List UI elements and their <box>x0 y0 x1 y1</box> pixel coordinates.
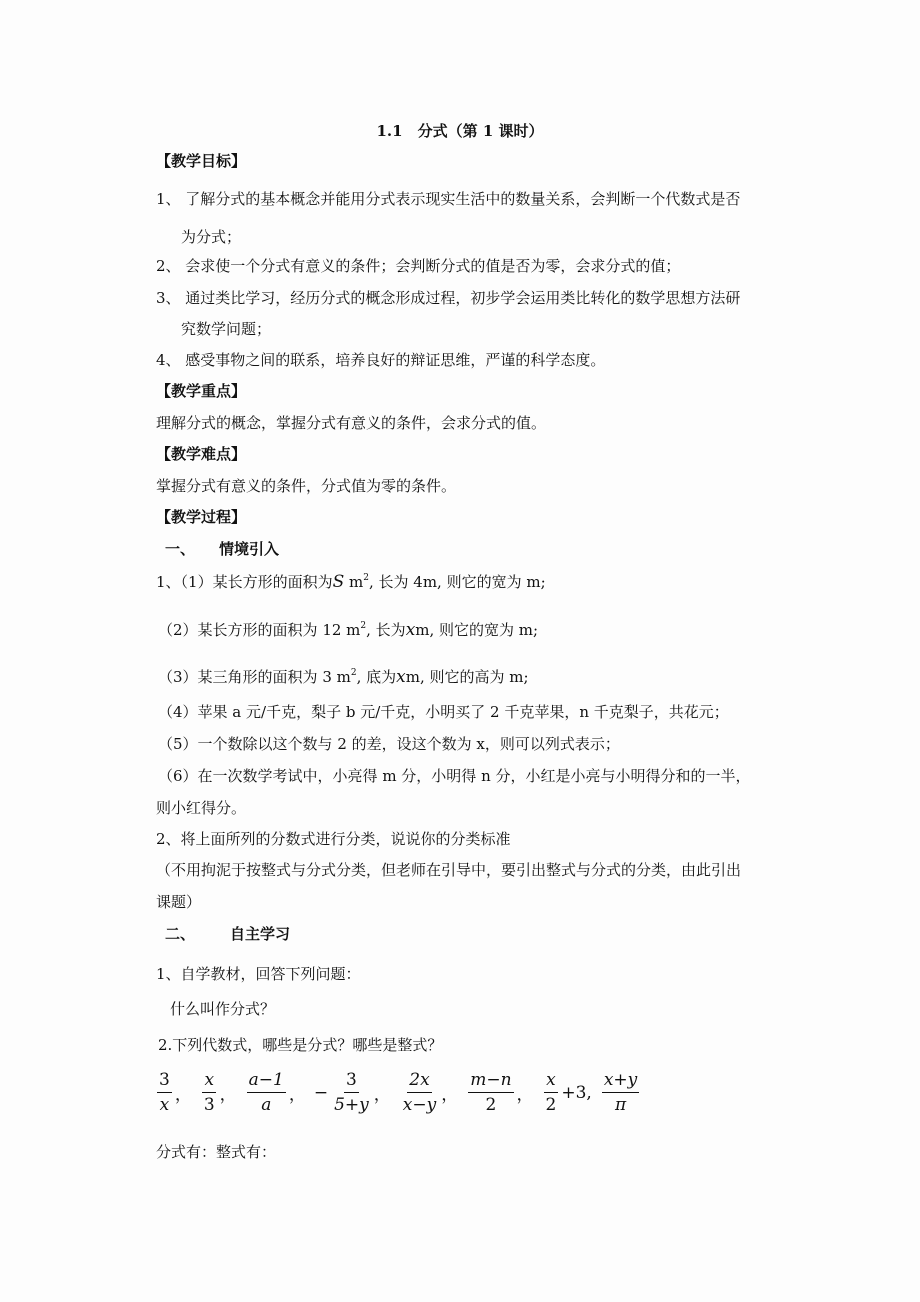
fraction-3: $\frac{a-1}{a}$ <box>248 1070 284 1115</box>
difficulties-text: 掌握分式有意义的条件，分式值为零的条件。 <box>156 477 457 495</box>
fraction-2: $\frac{x}{3}$ <box>203 1070 215 1115</box>
heading-key-points: 【教学重点】 <box>156 382 247 400</box>
q2-variable: x <box>405 620 416 640</box>
fraction-7: $\frac{x}{2}$ <box>545 1070 557 1115</box>
objective-1: 1、 了解分式的基本概念并能用分式表示现实生活中的数量关系，会判断一个代数式是否 <box>156 190 741 208</box>
q2-exponent: 2 <box>360 621 367 631</box>
heading-process: 【教学过程】 <box>156 508 247 526</box>
page-title: 1.1 分式（第 1 课时） <box>376 122 544 140</box>
q2-text-a: （2）某长方形的面积为 12 m <box>158 621 361 639</box>
fraction-7-tail: +3, <box>561 1082 592 1103</box>
question-4: （4）苹果 a 元/千克，梨子 b 元/千克，小明买了 2 千克苹果，n 千克梨子，共花元； <box>158 703 729 721</box>
classify-instruction: 2、将上面所列的分数式进行分类，说说你的分类标准 <box>156 830 511 848</box>
q3-variable: x <box>396 667 406 687</box>
fraction-5: $\frac{2x}{x-y}$ <box>402 1070 437 1115</box>
section-2-title: 自主学习 <box>230 925 291 943</box>
objective-1-cont: 为分式； <box>181 228 242 246</box>
expression-list: $\frac{3}{x}$ ， $\frac{x}{3}$ ， $\frac{a-1}{a}$ ， − $\frac{3}{5+y}$ ， $\frac{2x}{x-y}$ ， $\frac{m-n}{2}$ ， $\frac{x}{2}$ +3, $\frac{x+y}{\pi}$ <box>159 1070 638 1115</box>
objective-3: 3、 通过类比学习，经历分式的概念形成过程，初步学会运用类比转化的数学思想方法研 <box>156 289 741 307</box>
q1-exponent: 2 <box>363 573 369 583</box>
negative-sign: − <box>313 1082 329 1103</box>
q3-text-a: （3）某三角形的面积为 3 m <box>158 668 351 686</box>
question-3 <box>158 666 529 687</box>
section-1-title: 情境引入 <box>219 540 280 558</box>
q3-text-b: , 底为 <box>356 668 397 686</box>
section-2-number: 二、 <box>165 925 196 943</box>
question-6: （6）在一次数学考试中，小亮得 m 分，小明得 n 分，小红是小亮与小明得分和的一半， <box>158 767 751 785</box>
self-study-instruction: 1、自学教材，回答下列问题： <box>156 965 361 983</box>
objective-2: 2、 会求使一个分式有意义的条件；会判断分式的值是否为零，会求分式的值； <box>156 257 681 275</box>
teacher-note-cont: 课题） <box>156 893 202 911</box>
q1-variable: S <box>332 572 345 592</box>
question-6-cont: 则小红得分。 <box>156 799 247 817</box>
heading-difficulties: 【教学难点】 <box>156 445 247 463</box>
fraction-1: $\frac{3}{x}$ <box>159 1070 170 1115</box>
objective-4: 4、 感受事物之间的联系，培养良好的辩证思维，严谨的科学态度。 <box>156 351 606 369</box>
question-5: （5）一个数除以这个数与 2 的差，设这个数为 x，则可以列式表示； <box>158 735 620 753</box>
fraction-4: $\frac{3}{5+y}$ <box>334 1070 369 1115</box>
q3-text-c: m, 则它的高为 m; <box>405 668 529 686</box>
question-2 <box>158 619 538 640</box>
q2-text-b: , 长为 <box>366 621 406 639</box>
heading-objectives: 【教学目标】 <box>156 152 247 170</box>
answer-line: 分式有：整式有： <box>156 1143 277 1161</box>
key-points-text: 理解分式的概念，掌握分式有意义的条件，会求分式的值。 <box>156 414 547 432</box>
section-1-number: 一、 <box>165 540 196 558</box>
q1-unit: m <box>344 573 364 591</box>
q1-text-b: , 长为 4m, 则它的宽为 m; <box>368 573 546 591</box>
self-study-question: 什么叫作分式？ <box>170 1000 276 1018</box>
expression-question: 2.下列代数式，哪些是分式？哪些是整式？ <box>158 1036 443 1054</box>
fraction-8: $\frac{x+y}{\pi}$ <box>603 1070 638 1115</box>
teacher-note: （不用拘泥于按整式与分式分类，但老师在引导中，要引出整式与分式的分类，由此引出 <box>156 861 742 879</box>
q2-text-c: m, 则它的宽为 m; <box>415 621 539 639</box>
question-1 <box>156 571 546 592</box>
objective-3-cont: 究数学问题； <box>181 320 272 338</box>
fraction-6: $\frac{m-n}{2}$ <box>470 1070 512 1115</box>
q3-exponent: 2 <box>350 668 357 678</box>
q1-text-a: 1、（1）某长方形的面积为 <box>156 573 333 591</box>
